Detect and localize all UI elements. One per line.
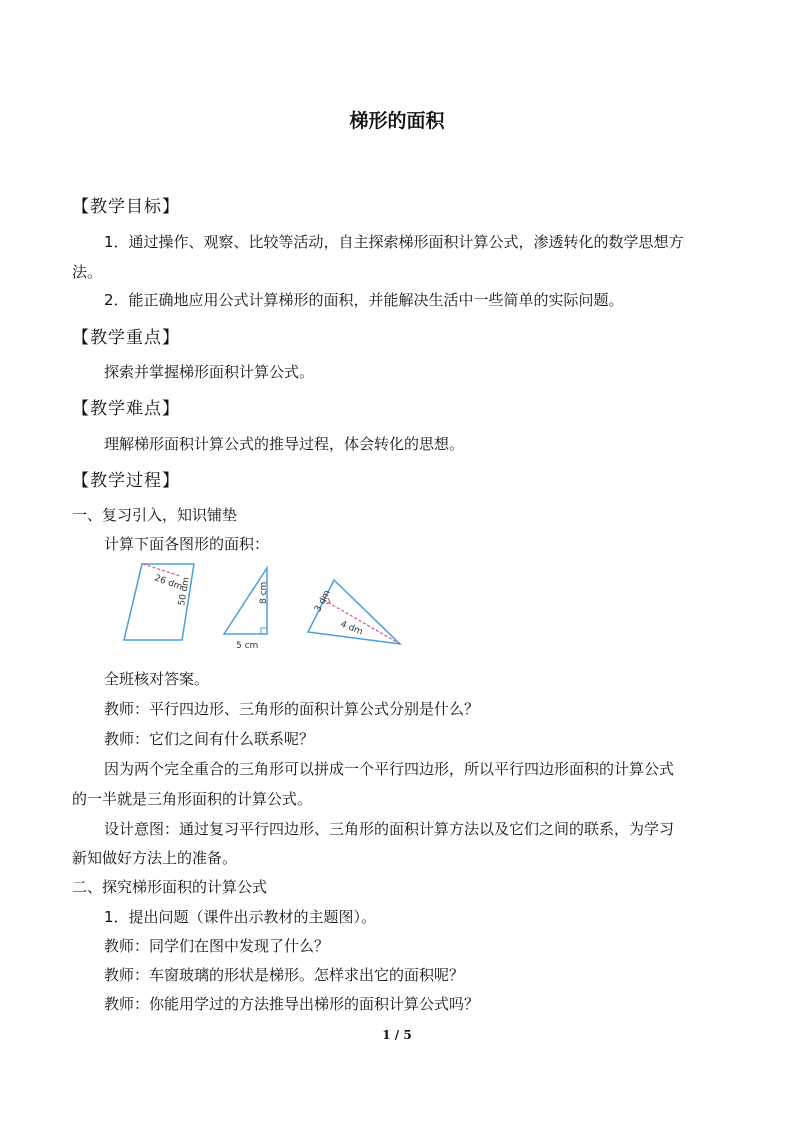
triangle-height-label: 8 cm — [259, 581, 269, 604]
part1-p5-line1: 设计意图：通过复习平行四边形、三角形的面积计算方法以及它们之间的联系，为学习 — [104, 820, 675, 838]
parallelogram-top-label: 26 dm — [152, 573, 184, 593]
part1-p5-line2: 新知做好方法上的准备。 — [72, 849, 238, 867]
part2-p3: 教师：车窗玻璃的形状是梯形。怎样求出它的面积呢？ — [104, 966, 465, 984]
part1-p1: 全班核对答案。 — [104, 670, 210, 688]
part2-p4: 教师：你能用学过的方法推导出梯形的面积计算公式吗？ — [104, 995, 480, 1013]
part1-p4-line1: 因为两个完全重合的三角形可以拼成一个平行四边形，所以平行四边形面积的计算公式 — [104, 760, 675, 778]
section-process-heading: 【教学过程】 — [72, 471, 180, 491]
part1-heading: 一、复习引入，知识铺垫 — [72, 506, 238, 524]
part2-p1: 1．提出问题（课件出示教材的主题图）。 — [104, 908, 377, 926]
goal-2: 2．能正确地应用公式计算梯形的面积，并能解决生活中一些简单的实际问题。 — [104, 291, 624, 309]
parallelogram-height-line — [143, 564, 180, 576]
parallelogram-side-label: 50 dm — [177, 576, 192, 607]
difficult-text: 理解梯形面积计算公式的推导过程，体会转化的思想。 — [104, 435, 465, 453]
goal-1-line-1: 1．通过操作、观察、比较等活动，自主探索梯形面积计算公式，渗透转化的数学思想方 — [104, 233, 684, 251]
part1-p3: 教师：它们之间有什么联系呢？ — [104, 730, 315, 748]
right-angle-mark — [261, 628, 267, 634]
triangle-2-height-label: 4 dm — [338, 619, 365, 638]
part1-intro: 计算下面各图形的面积： — [104, 535, 270, 553]
triangle-2-side-label: 3 dm — [313, 588, 333, 614]
part1-p2: 教师：平行四边形、三角形的面积计算公式分别是什么？ — [104, 700, 480, 718]
page-number: 1 / 5 — [382, 1028, 412, 1042]
key-text: 探索并掌握梯形面积计算公式。 — [104, 363, 315, 381]
goal-1-line-2: 法。 — [72, 263, 103, 281]
part1-p4-line2: 的一半就是三角形面积的计算公式。 — [72, 790, 313, 808]
triangle-base-label: 5 cm — [236, 641, 259, 651]
page-title: 梯形的面积 — [349, 110, 445, 132]
shapes-figure — [112, 556, 412, 656]
part2-p2: 教师：同学们在图中发现了什么？ — [104, 937, 330, 955]
section-goals-heading: 【教学目标】 — [72, 197, 180, 217]
section-key-heading: 【教学重点】 — [72, 328, 180, 348]
part2-heading: 二、探究梯形面积的计算公式 — [72, 878, 268, 896]
section-difficult-heading: 【教学难点】 — [72, 399, 180, 419]
